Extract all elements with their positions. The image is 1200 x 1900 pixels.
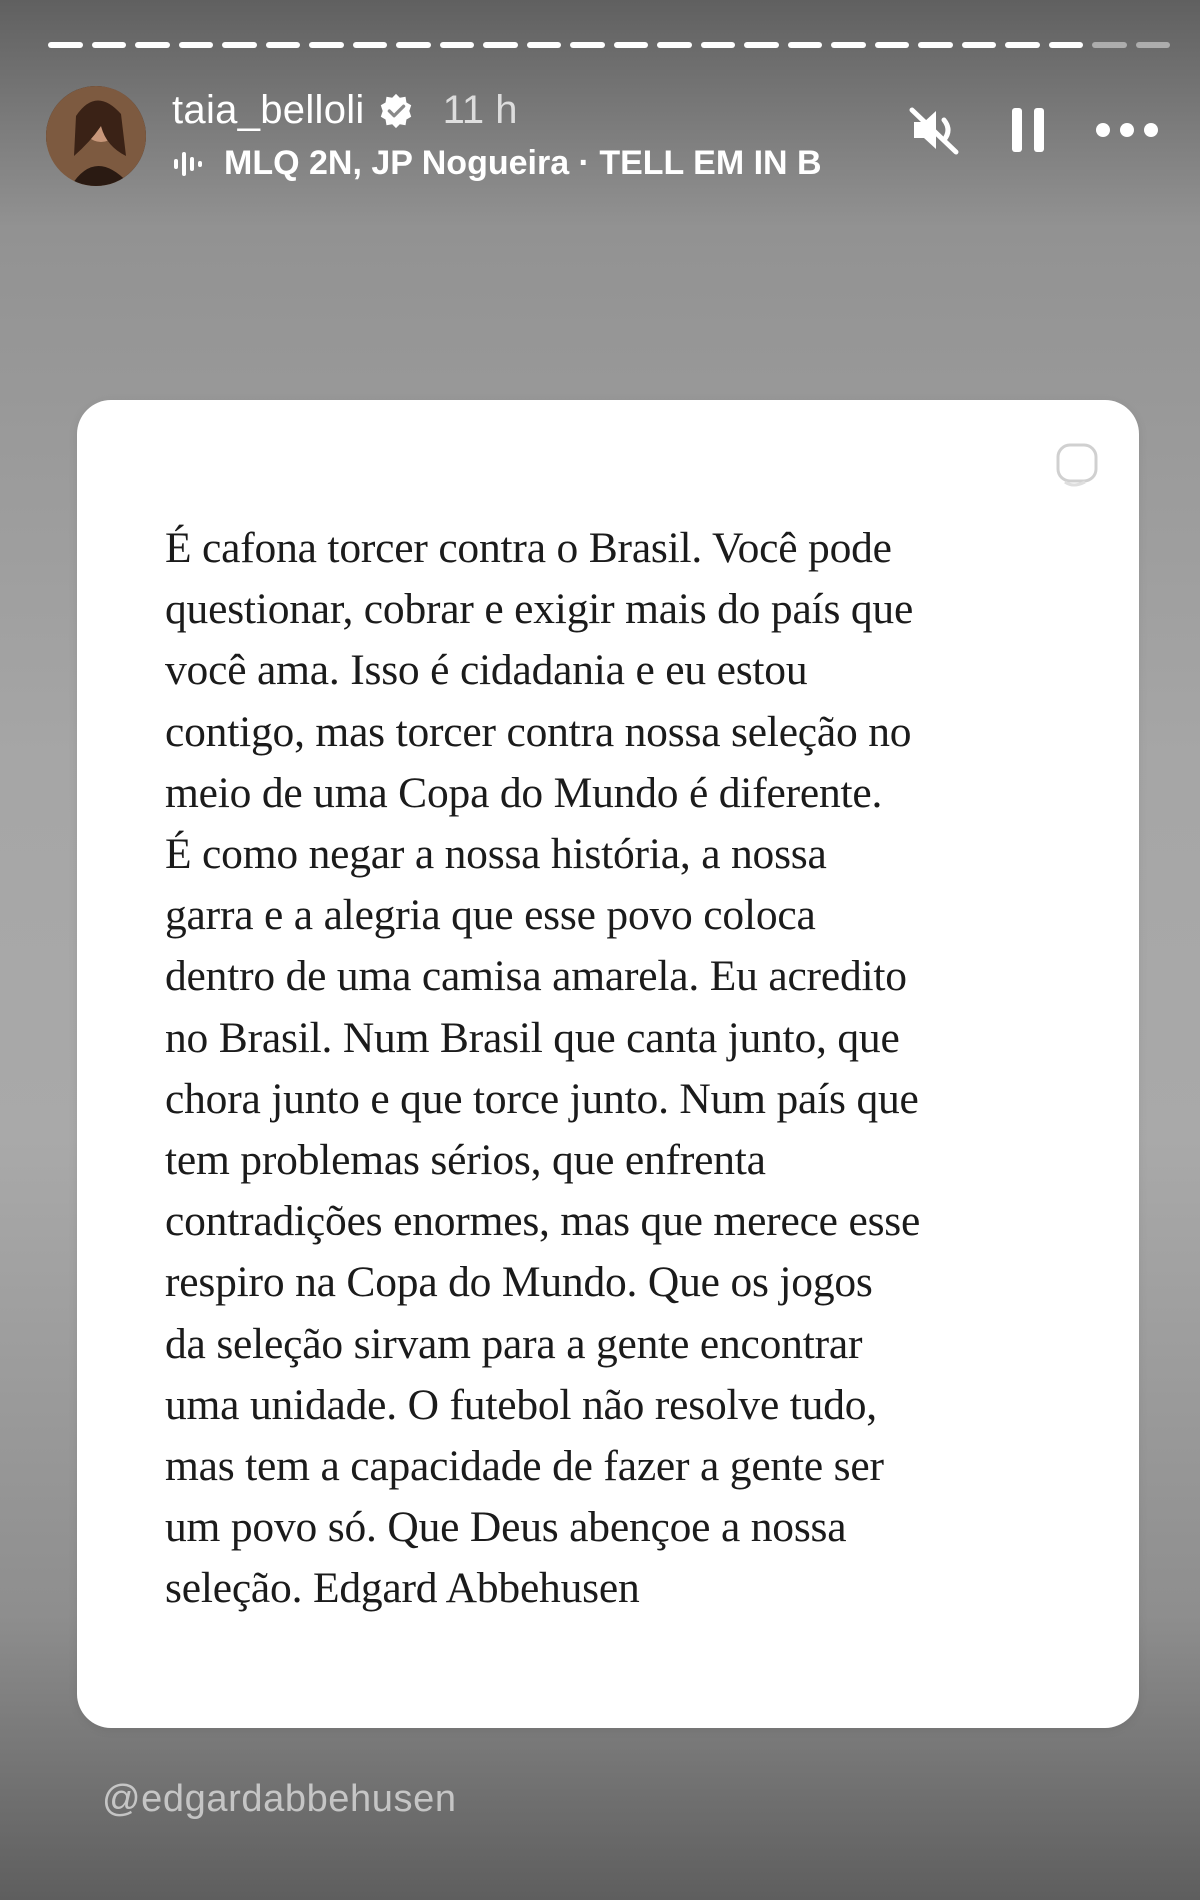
quote-line: uma unidade. O futebol não resolve tudo, bbox=[165, 1380, 877, 1429]
quote-line: respiro na Copa do Mundo. Que os jogos bbox=[165, 1258, 873, 1307]
progress-segment bbox=[135, 42, 170, 48]
progress-segment bbox=[701, 42, 736, 48]
quote-line: contradições enormes, mas que merece esse bbox=[165, 1197, 921, 1246]
progress-segment bbox=[266, 42, 301, 48]
quote-line: um povo só. Que Deus abençoe a nossa bbox=[165, 1503, 847, 1552]
music-info[interactable] bbox=[172, 144, 872, 183]
avatar-photo bbox=[46, 86, 146, 186]
progress-segment bbox=[179, 42, 214, 48]
progress-segment bbox=[1136, 42, 1171, 48]
quote-line: tem problemas sérios, que enfrenta bbox=[165, 1136, 766, 1185]
progress-segment bbox=[222, 42, 257, 48]
quote-line: no Brasil. Num Brasil que canta junto, que bbox=[165, 1013, 900, 1062]
quote-line: meio de uma Copa do Mundo é diferente. bbox=[165, 768, 883, 817]
progress-segment bbox=[744, 42, 779, 48]
progress-segment bbox=[918, 42, 953, 48]
progress-segment bbox=[1049, 42, 1084, 48]
progress-segment bbox=[48, 42, 83, 48]
progress-segment bbox=[657, 42, 692, 48]
quote-card bbox=[77, 400, 1139, 1728]
mention-tag[interactable]: @edgardabbehusen bbox=[102, 1778, 457, 1820]
progress-segment bbox=[1005, 42, 1040, 48]
quote-line: seleção. Edgard Abbehusen bbox=[165, 1564, 640, 1613]
story-header bbox=[46, 84, 1160, 194]
progress-segment bbox=[962, 42, 997, 48]
quote-line: mas tem a capacidade de fazer a gente ser bbox=[165, 1442, 884, 1491]
quote-line: você ama. Isso é cidadania e eu estou bbox=[165, 646, 808, 695]
quote-line: chora junto e que torce junto. Num país que bbox=[165, 1074, 919, 1123]
music-title: MLQ 2N, JP Nogueira · TELL EM IN B bbox=[224, 144, 822, 182]
post-time: 11 h bbox=[442, 88, 518, 132]
quote-line: questionar, cobrar e exigir mais do país que bbox=[165, 585, 914, 634]
progress-segment bbox=[396, 42, 431, 48]
speaker-muted-icon[interactable] bbox=[906, 102, 962, 158]
progress-segment bbox=[92, 42, 127, 48]
verified-badge-icon bbox=[377, 92, 415, 130]
quote-line: É cafona torcer contra o Brasil. Você pode bbox=[165, 524, 892, 572]
progress-segment bbox=[1092, 42, 1127, 48]
quote-text bbox=[165, 518, 1065, 1620]
quote-line: dentro de uma camisa amarela. Eu acredito bbox=[165, 952, 907, 1001]
quote-line: contigo, mas torcer contra nossa seleção no bbox=[165, 707, 912, 756]
more-horizontal-icon[interactable] bbox=[1094, 120, 1160, 140]
chat-bubble-icon bbox=[1051, 438, 1105, 492]
progress-segment bbox=[614, 42, 649, 48]
progress-segment bbox=[831, 42, 866, 48]
progress-segment bbox=[483, 42, 518, 48]
progress-segment bbox=[527, 42, 562, 48]
audio-wave-icon bbox=[172, 149, 208, 179]
progress-segment bbox=[309, 42, 344, 48]
pause-icon[interactable] bbox=[1006, 104, 1050, 156]
avatar[interactable] bbox=[46, 86, 146, 186]
progress-segment bbox=[353, 42, 388, 48]
quote-line: garra e a alegria que esse povo coloca bbox=[165, 891, 816, 940]
progress-segment bbox=[440, 42, 475, 48]
progress-segment bbox=[788, 42, 823, 48]
progress-segment bbox=[875, 42, 910, 48]
username[interactable]: taia_belloli bbox=[172, 88, 365, 132]
quote-line: É como negar a nossa história, a nossa bbox=[165, 830, 827, 879]
story-progress-bar bbox=[48, 42, 1170, 50]
progress-segment bbox=[570, 42, 605, 48]
quote-line: da seleção sirvam para a gente encontrar bbox=[165, 1319, 863, 1368]
